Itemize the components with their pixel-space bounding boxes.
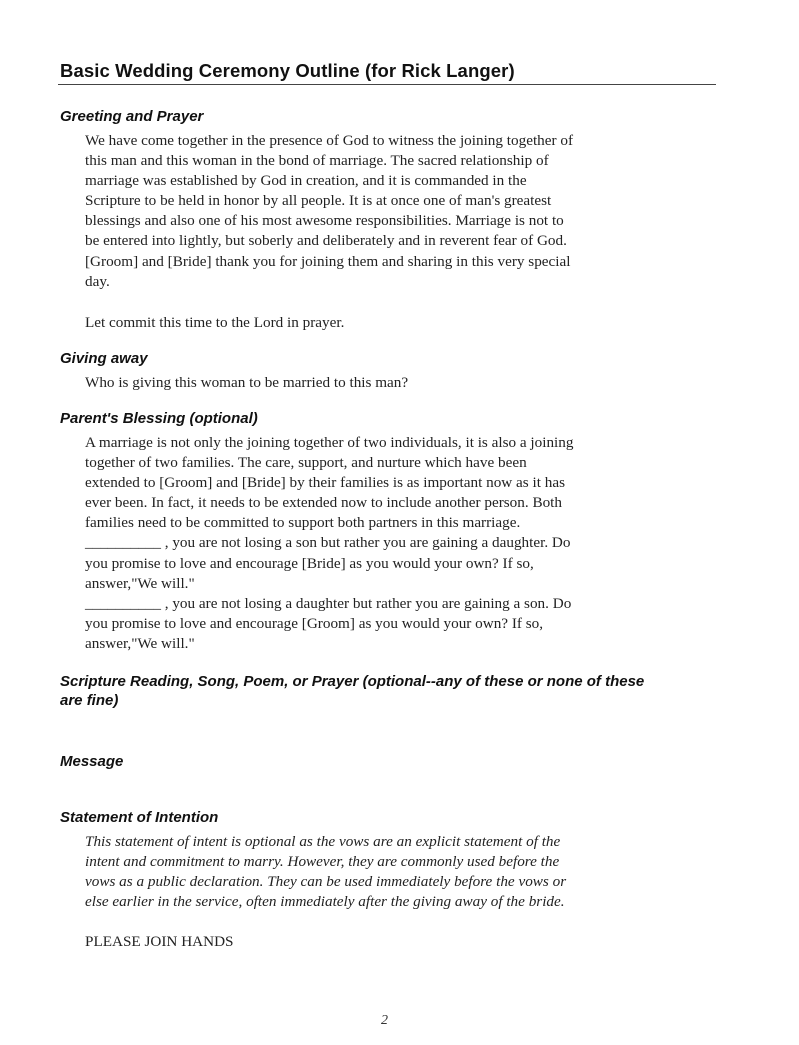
section-heading-message: Message [60,753,124,770]
text-line: intent and commitment to marry. However, they are commonly used before the [85,853,560,871]
section-heading-intention: Statement of Intention [60,809,219,826]
join-hands-instruction: PLEASE JOIN HANDS [85,933,234,950]
text-line: this man and this woman in the bond of marriage. The sacred relationship of [85,152,549,170]
text-line: This statement of intent is optional as the vows are an explicit statement of the [85,833,561,850]
section-heading-parents-blessing: Parent's Blessing (optional) [60,410,258,427]
page-number: 2 [381,1013,388,1028]
text-line: else earlier in the service, often immediately after the giving away of the bride. [85,893,565,911]
section-heading-scripture [60,672,730,710]
section-heading-greeting: Greeting and Prayer [60,108,204,125]
text-line: We have come together in the presence of God to witness the joining together of [85,132,574,149]
text-line: together of two families. The care, support, and nurture which have been [85,454,527,472]
text-line: vows as a public declaration. They can be used immediately before the vows or [85,873,567,891]
heading-line: Scripture Reading, Song, Poem, or Prayer (optional--any of these or none of these [60,673,645,690]
section-heading-giving-away: Giving away [60,350,148,367]
text-line: __________ , you are not losing a daughter but rather you are gaining a son. Do [85,594,572,612]
text-line: A marriage is not only the joining together of two individuals, it is also a joining [85,434,574,451]
text-line: answer,"We will." [85,574,195,592]
text-line: ever been. In fact, it needs to be extended now to include another person. Both [85,494,562,512]
text-line: you promise to love and encourage [Groom] as you would your own? If so, [85,614,544,632]
text-line: __________ , you are not losing a son but rather you are gaining a daughter. Do [85,534,571,552]
text-line: extended to [Groom] and [Bride] by their families is as important now as it has [85,474,565,492]
prayer-line: Let commit this time to the Lord in prayer. [85,314,345,331]
text-line: blessings and also one of his most awesome responsibilities. Marriage is not to [85,212,564,230]
text-line: day. [85,272,110,290]
text-line: [Groom] and [Bride] thank you for joining them and sharing in this very special [85,252,571,270]
title-rule [58,84,716,85]
text-line: answer,"We will." [85,634,195,652]
greeting-paragraph [85,131,725,292]
document-title: Basic Wedding Ceremony Outline (for Rick Langer) [60,60,515,81]
text-line: Scripture to be held in honor by all people. It is at once one of man's greatest [85,192,552,210]
intention-paragraph [85,832,725,912]
text-line: marriage was established by God in creation, and it is commanded in the [85,172,527,190]
text-line: you promise to love and encourage [Bride] as you would your own? If so, [85,554,534,572]
text-line: families need to be committed to support both partners in this marriage. [85,514,521,532]
heading-line: are fine) [60,692,119,709]
blessing-paragraph [85,433,725,654]
giving-away-text: Who is giving this woman to be married to this man? [85,374,409,391]
text-line: be entered into lightly, but soberly and deliberately and in reverent fear of God. [85,232,567,250]
